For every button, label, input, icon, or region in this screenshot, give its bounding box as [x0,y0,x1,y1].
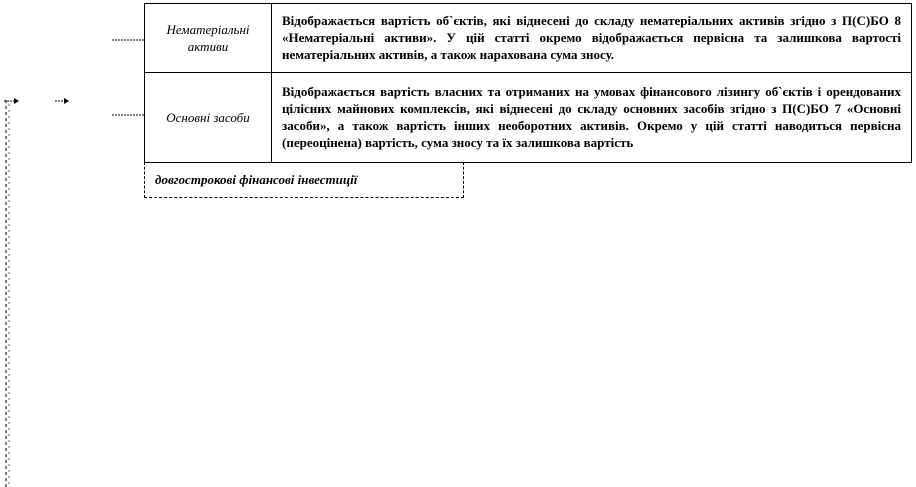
assets-table [144,3,912,163]
middle-arrowhead [64,98,69,104]
table-row [145,4,912,73]
left-arrowhead [14,98,19,104]
table-row [145,73,912,163]
next-item-box: довгострокові фінансові інвестиції [144,162,464,198]
row-description-cell: Відображається вартість власних та отриманих на умовах фінансового лізингу об`єктів і орендованих цілісних майнових комплексів, які віднесені до складу основних засобів згідно з П(С)БО 7 «Основні засоби», а також вартість інших необоротних активів. Окремо у цій статті наводиться первісна (переоцінена) вартість, сума зносу та їх залишкова вартість [272,73,912,163]
row-name-cell: Нематеріальні активи [145,4,272,73]
row-name-cell: Основні засоби [145,73,272,163]
row-description-cell: Відображається вартість об`єктів, які віднесені до складу нематеріальних активів згідно з П(С)БО 8 «Нематеріальні активи». У цій статті окремо відображається первісна та залишкова вартості нематеріальних активів, а також нарахована сума зносу. [272,4,912,73]
